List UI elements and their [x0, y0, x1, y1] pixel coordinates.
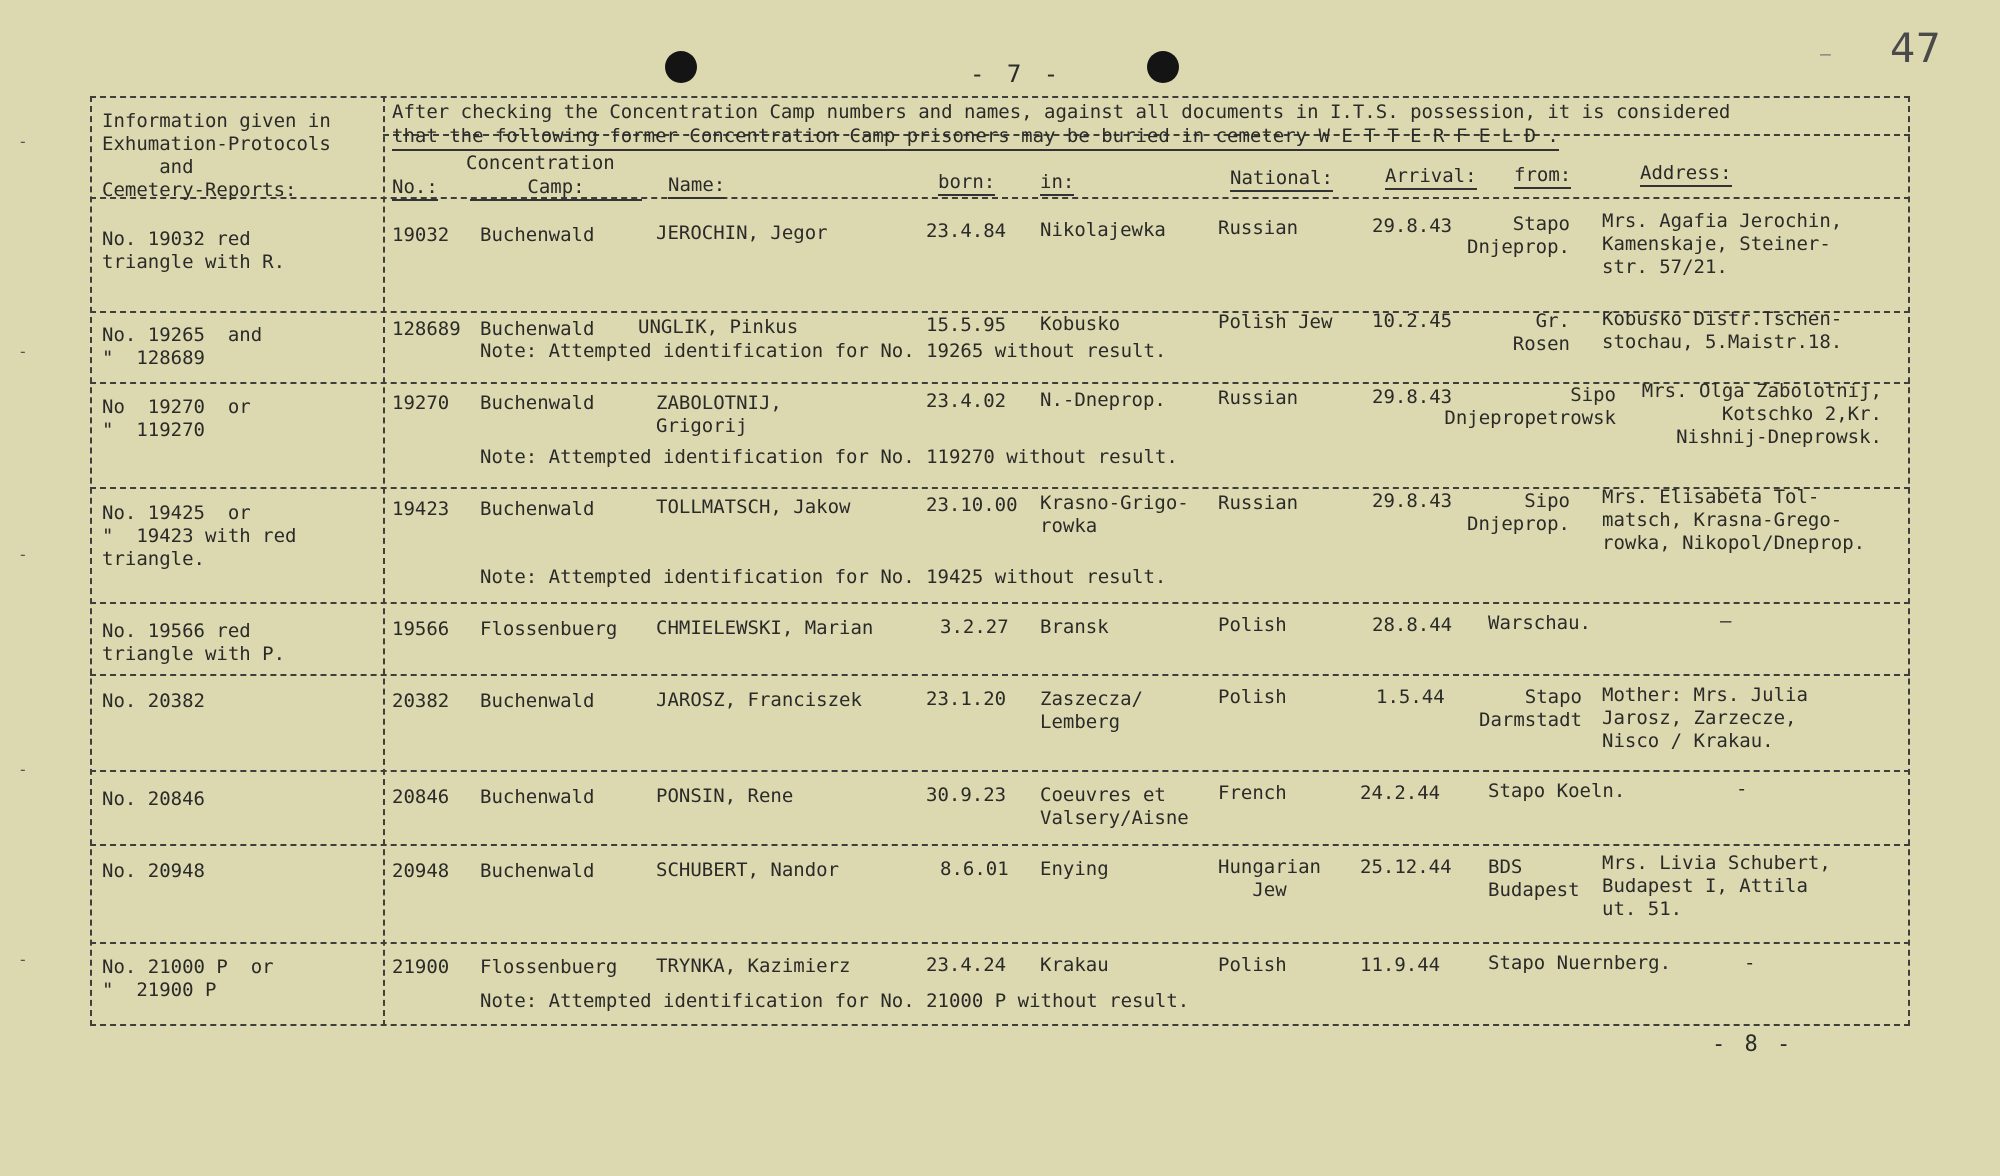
row-national: French — [1218, 782, 1287, 804]
row-address: - — [1744, 952, 1756, 974]
row-from: Warschau. — [1488, 612, 1591, 634]
col-national: National: — [1230, 167, 1333, 192]
row-name: SCHUBERT, Nandor — [656, 859, 840, 881]
row-no: 19270 — [392, 392, 450, 414]
row-from: Sipo Dnjeprop. — [1467, 490, 1570, 535]
row-note: Note: Attempted identification for No. 19425 without result. — [480, 566, 1167, 588]
row-arrival: 11.9.44 — [1360, 954, 1441, 976]
row-name: CHMIELEWSKI, Marian — [656, 617, 874, 639]
row-in: Bransk — [1040, 616, 1109, 638]
row-from: Stapo Koeln. — [1488, 780, 1626, 802]
margin-mark: - — [18, 950, 28, 969]
row-in: Zaszecza/ Lemberg — [1040, 688, 1143, 733]
row-camp: Flossenbuerg — [480, 956, 618, 978]
row-no: 128689 — [392, 318, 461, 340]
row-national: Polish Jew — [1218, 311, 1333, 333]
row-born: 23.4.84 — [926, 220, 1007, 242]
row-divider — [90, 674, 1910, 676]
page-number: - 7 - — [970, 60, 1063, 88]
row-in: Enying — [1040, 858, 1109, 880]
row-from: Stapo Dnjeprop. — [1467, 213, 1570, 258]
intro-statement — [392, 100, 1730, 151]
row-in: N.-Dneprop. — [1040, 389, 1166, 411]
row-note: Note: Attempted identification for No. 19265 without result. — [480, 340, 1167, 362]
row-born: 23.4.24 — [926, 954, 1007, 976]
row-national: Russian — [1218, 217, 1299, 239]
row-arrival: 29.8.43 — [1372, 386, 1453, 408]
row-address: — — [1720, 610, 1732, 632]
row-born: 3.2.27 — [940, 616, 1009, 638]
row-arrival: 10.2.45 — [1372, 310, 1453, 332]
row-born: 23.10.00 — [926, 494, 1018, 516]
row-ref: No. 20382 — [102, 690, 205, 712]
row-arrival: 29.8.43 — [1372, 490, 1453, 512]
row-born: 23.4.02 — [926, 390, 1007, 412]
col-arrival: Arrival: — [1385, 165, 1477, 190]
row-ref: No. 19566 red triangle with P. — [102, 620, 286, 665]
row-name: ZABOLOTNIJ, Grigorij — [656, 392, 782, 437]
col-camp: Camp: — [470, 176, 642, 201]
row-in: Kobusko — [1040, 313, 1121, 335]
row-address: Mrs. Livia Schubert, Budapest I, Attila ut. 51. — [1602, 852, 1831, 920]
row-arrival: 25.12.44 — [1360, 856, 1452, 878]
punch-hole-right — [1147, 51, 1179, 83]
row-address: Kobusko Distr.Tschen- stochau, 5.Maistr.18. — [1602, 308, 1843, 353]
row-note: Note: Attempted identification for No. 21000 P without result. — [480, 990, 1190, 1012]
row-from: Stapo Darmstadt — [1479, 686, 1582, 731]
row-camp: Buchenwald — [480, 318, 595, 340]
col-no: No.: — [392, 176, 438, 201]
row-name: TOLLMATSCH, Jakow — [656, 496, 851, 518]
row-name: PONSIN, Rene — [656, 785, 794, 807]
row-in: Krasno-Grigo- rowka — [1040, 492, 1189, 537]
row-name: JEROCHIN, Jegor — [656, 222, 828, 244]
row-camp: Buchenwald — [480, 498, 595, 520]
row-national: Polish — [1218, 954, 1287, 976]
row-national: Hungarian Jew — [1218, 856, 1321, 901]
row-no: 21900 — [392, 956, 450, 978]
row-ref: No. 19032 red triangle with R. — [102, 228, 286, 273]
row-national: Russian — [1218, 387, 1299, 409]
row-ref: No. 19425 or " 19423 with red triangle. — [102, 502, 297, 570]
row-address: Mrs. Agafia Jerochin, Kamenskaje, Steiner- str. 57/21. — [1602, 210, 1843, 278]
row-in: Nikolajewka — [1040, 219, 1166, 241]
row-no: 19032 — [392, 224, 450, 246]
row-from: Stapo Nuernberg. — [1488, 952, 1672, 974]
row-name: JAROSZ, Franciszek — [656, 689, 862, 711]
row-ref: No. 21000 P or " 21900 P — [102, 956, 274, 1001]
col-camp-top: Concentration — [466, 152, 615, 174]
row-ref: No. 20846 — [102, 788, 205, 810]
row-address: Mrs. Elisabeta Tol- matsch, Krasna-Grego- rowka, Nikopol/Dneprop. — [1602, 486, 1866, 554]
intro-line-1: After checking the Concentration Camp numbers and names, against all documents in I.T.S. possession, it is considered — [392, 101, 1731, 123]
row-from: Gr. Rosen — [1512, 310, 1570, 355]
row-camp: Buchenwald — [480, 860, 595, 882]
margin-mark: - — [18, 545, 28, 564]
row-divider — [90, 770, 1910, 772]
row-in: Krakau — [1040, 954, 1109, 976]
intro-line-2: that the following former Concentration Camp prisoners may be buried in cemetery W E T T E R F E L D . — [392, 124, 1559, 151]
row-ref: No. 19265 and " 128689 — [102, 324, 263, 369]
row-divider — [90, 197, 1910, 199]
row-name: UNGLIK, Pinkus — [638, 316, 799, 338]
row-no: 19566 — [392, 618, 450, 640]
row-divider — [90, 844, 1910, 846]
column-divider — [383, 96, 385, 1026]
punch-hole-left — [665, 51, 697, 83]
row-camp: Buchenwald — [480, 786, 595, 808]
row-national: Polish — [1218, 614, 1287, 636]
col-born: born: — [938, 171, 995, 196]
folio-dash: — — [1820, 44, 1831, 65]
col-in: in: — [1040, 171, 1074, 196]
row-address: Mrs. Olga Zabolotnij, Kotschko 2,Kr. Nishnij-Dneprowsk. — [1641, 380, 1882, 448]
row-born: 8.6.01 — [940, 858, 1009, 880]
row-divider — [90, 942, 1910, 944]
row-arrival: 29.8.43 — [1372, 215, 1453, 237]
row-born: 30.9.23 — [926, 784, 1007, 806]
row-camp: Buchenwald — [480, 690, 595, 712]
row-national: Polish — [1218, 686, 1287, 708]
row-arrival: 1.5.44 — [1376, 686, 1445, 708]
margin-mark: - — [18, 132, 28, 151]
row-divider — [90, 602, 1910, 604]
row-no: 20948 — [392, 860, 450, 882]
row-no: 19423 — [392, 498, 450, 520]
row-born: 23.1.20 — [926, 688, 1007, 710]
row-address: Mother: Mrs. Julia Jarosz, Zarzecze, Nisco / Krakau. — [1602, 684, 1808, 752]
row-no: 20846 — [392, 786, 450, 808]
left-column-header: Information given in Exhumation-Protocols and Cemetery-Reports: — [102, 110, 331, 201]
col-from: from: — [1514, 164, 1571, 189]
col-name: Name: — [668, 174, 725, 199]
row-national: Russian — [1218, 492, 1299, 514]
row-ref: No. 20948 — [102, 860, 205, 882]
row-note: Note: Attempted identification for No. 119270 without result. — [480, 446, 1178, 468]
row-address: - — [1736, 778, 1748, 800]
margin-mark: - — [18, 342, 28, 361]
row-camp: Flossenbuerg — [480, 618, 618, 640]
row-name: TRYNKA, Kazimierz — [656, 955, 851, 977]
row-camp: Buchenwald — [480, 392, 595, 414]
folio-number: 47 — [1890, 26, 1941, 72]
row-no: 20382 — [392, 690, 450, 712]
row-from: Sipo Dnjepropetrowsk — [1444, 384, 1616, 429]
row-from: BDS Budapest — [1488, 856, 1580, 901]
next-page-number: - 8 - — [1712, 1032, 1794, 1057]
row-arrival: 28.8.44 — [1372, 614, 1453, 636]
row-camp: Buchenwald — [480, 224, 595, 246]
row-arrival: 24.2.44 — [1360, 782, 1441, 804]
row-in: Coeuvres et Valsery/Aisne — [1040, 784, 1189, 829]
row-born: 15.5.95 — [926, 314, 1007, 336]
row-ref: No 19270 or " 119270 — [102, 396, 251, 441]
col-address: Address: — [1640, 162, 1732, 187]
margin-mark: - — [18, 760, 28, 779]
